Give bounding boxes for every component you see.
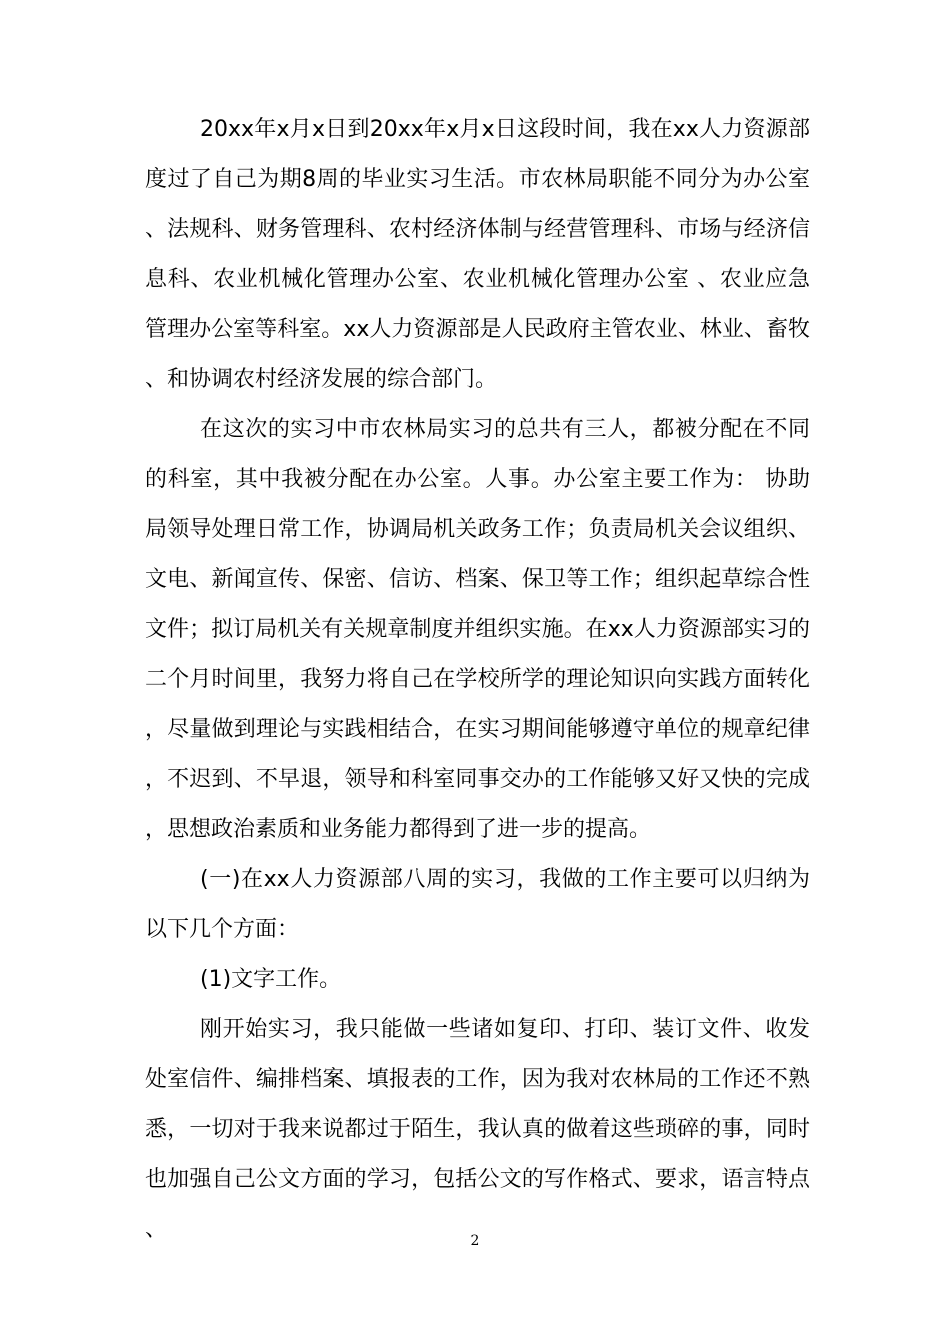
page-number: 2	[470, 1233, 480, 1249]
paragraph-internship-overview: 20xx年x月x日到20xx年x月x日这段时间，我在xx人力资源部度过了自己为期8周的毕业实习生活。市农林局职能不同分为办公室、法规科、财务管理科、农村经济体制与经营管理科、市场与经济信息科、农业机械化管理办公室、农业机械化管理办公室 、农业应急管理办公室等科室。xx人力资源部是人民政府主管农业、林业、畜牧、和协调农村经济发展的综合部门。	[145, 117, 810, 392]
paragraph-section-heading: (1)文字工作。	[200, 967, 342, 992]
paragraph-text-work: 刚开始实习，我只能做一些诸如复印、打印、装订文件、收发处室信件、编排档案、填报表的工作，因为我对农林局的工作还不熟悉，一切对于我来说都过于陌生，我认真的做着这些琐碎的事，同时也加强自己公文方面的学习，包括公文的写作格式、要求，语言特点、	[145, 1017, 810, 1242]
document-body	[145, 105, 810, 1255]
paragraph-office-duties: 在这次的实习中市农林局实习的总共有三人，都被分配在不同的科室，其中我被分配在办公室。人事。办公室主要工作为： 协助局领导处理日常工作，协调局机关政务工作；负责局机关会议组织、文电、新闻宣传、保密、信访、档案、保卫等工作；组织起草综合性文件；拟订局机关有关规章制度并组织实施。在xx人力资源部实习的二个月时间里，我努力将自己在学校所学的理论知识向实践方面转化，尽量做到理论与实践相结合，在实习期间能够遵守单位的规章纪律，不迟到、不早退，领导和科室同事交办的工作能够又好又快的完成，思想政治素质和业务能力都得到了进一步的提高。	[145, 417, 810, 842]
paragraph-work-summary-intro: (一)在xx人力资源部八周的实习，我做的工作主要可以归纳为以下几个方面：	[145, 867, 810, 942]
